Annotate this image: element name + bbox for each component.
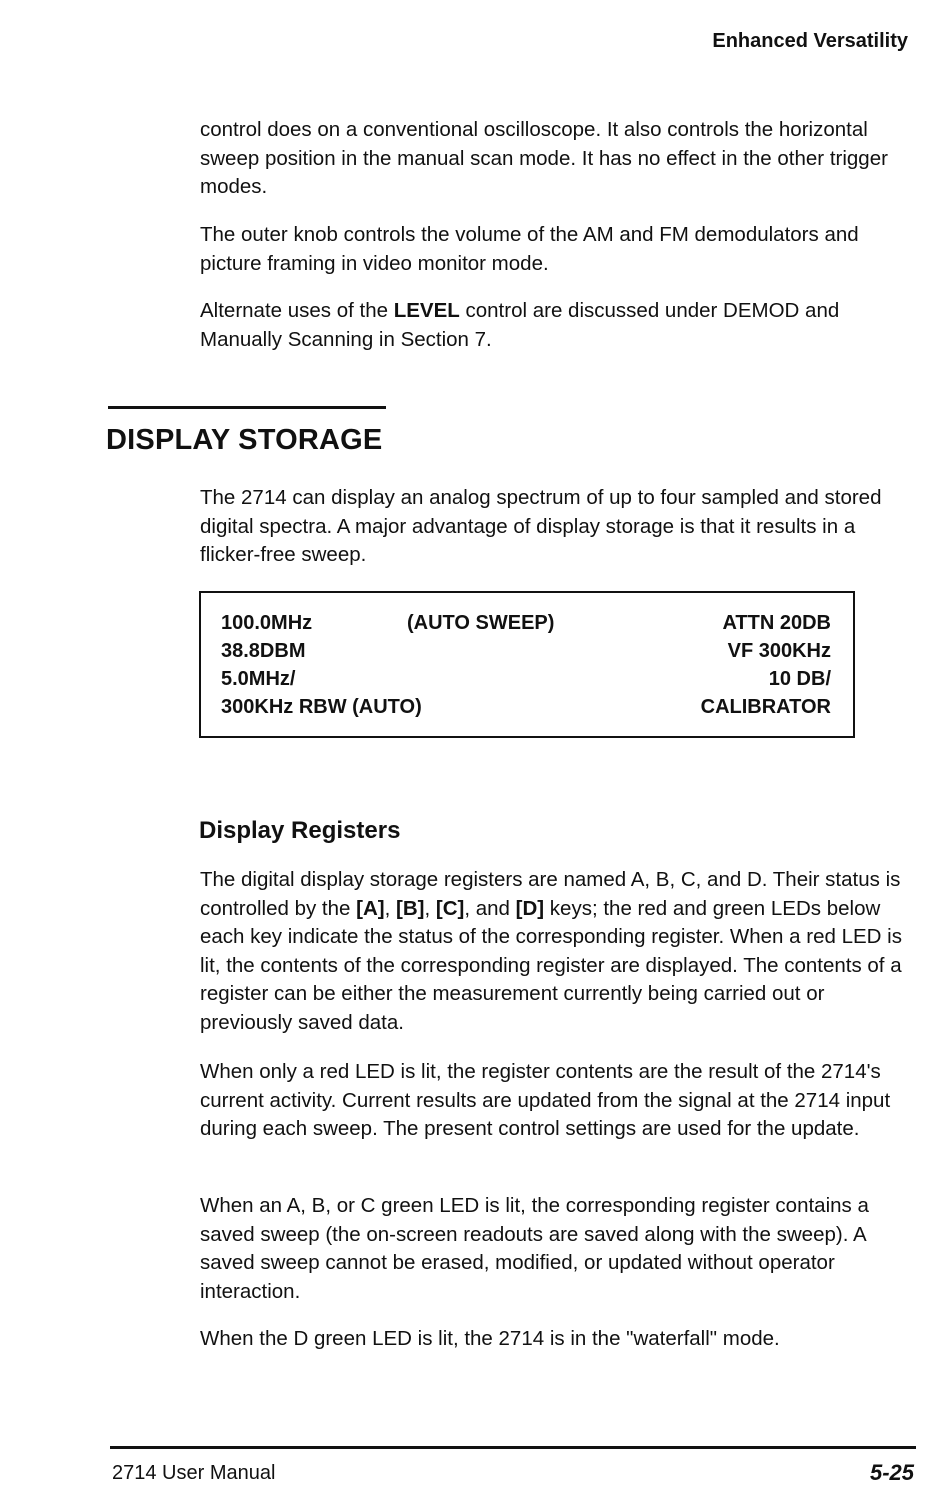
key-a: [A] [356, 896, 385, 920]
screen-readout-box [199, 591, 855, 738]
section-paragraph: The 2714 can display an analog spectrum of up to four sampled and stored digital spectra. A major advantage of display storage is that it results in a flicker-free sweep. [200, 486, 882, 566]
readout-row-4 [221, 693, 831, 721]
registers-p1-text-a: The digital display storage registers are named A, B, C, and D. Their status is controlled by the [200, 868, 901, 920]
intro-paragraph-2: The outer knob controls the volume of the AM and FM demodulators and picture framing in video monitor mode. [200, 223, 859, 275]
footer-manual-title: 2714 User Manual [112, 1462, 276, 1484]
separator-2: , [424, 896, 436, 920]
readout-rbw: 300KHz RBW (AUTO) [221, 696, 422, 718]
section-rule [108, 406, 386, 409]
registers-paragraph-2: When only a red LED is lit, the register contents are the result of the 2714's current activity. Current results are updated from the signal at the 2714 input during each sweep. The present control settings are used for the update. [200, 1060, 891, 1140]
intro-paragraph-1: control does on a conventional oscilloscope. It also controls the horizontal sweep position in the manual scan mode. It has no effect in the other trigger modes. [200, 118, 888, 198]
readout-sweep-mode: (AUTO SWEEP) [407, 612, 555, 634]
footer-rule [110, 1446, 916, 1449]
readout-video-filter: VF 300KHz [727, 640, 831, 662]
intro-paragraph-3 [200, 297, 916, 354]
registers-paragraph-4: When the D green LED is lit, the 2714 is in the "waterfall" mode. [200, 1327, 780, 1350]
readout-scale: 10 DB/ [768, 668, 831, 690]
key-d: [D] [515, 896, 545, 920]
key-c: [C] [435, 896, 465, 920]
readout-reference-level: 38.8DBM [221, 640, 306, 662]
readout-row-2 [221, 637, 831, 665]
registers-paragraph-3: When an A, B, or C green LED is lit, the corresponding register contains a saved sweep (the on-screen readouts are saved along with the sweep). A saved sweep cannot be erased, modified, or updated without operator interaction. [200, 1194, 869, 1303]
subsection-title: Display Registers [199, 817, 401, 844]
readout-span: 5.0MHz/ [221, 668, 296, 690]
separator-3: , and [464, 896, 516, 920]
section-title: DISPLAY STORAGE [106, 424, 383, 456]
footer-page-number: 5-25 [869, 1460, 914, 1485]
running-head: Enhanced Versatility [712, 30, 908, 52]
registers-p1-text-b: keys; the red and green LEDs below each key indicate the status of the corresponding register. When a red LED is lit, the contents of the corresponding register are displayed. The contents of a register can be either the measurement currently being carried out or previously saved data. [200, 896, 902, 1034]
readout-attenuation: ATTN 20DB [722, 612, 831, 634]
readout-source: CALIBRATOR [700, 696, 831, 718]
intro-p3-text-a: Alternate uses of the [200, 299, 394, 322]
intro-p3-text-b: control are discussed under DEMOD and Manually Scanning in Section 7. [200, 299, 840, 351]
readout-frequency: 100.0MHz [221, 612, 313, 634]
level-control-name: LEVEL [393, 299, 460, 322]
separator-1: , [384, 896, 396, 920]
registers-paragraph-1 [200, 866, 916, 1037]
readout-row-1 [221, 609, 831, 637]
readout-row-3 [221, 665, 831, 693]
key-b: [B] [396, 896, 425, 920]
